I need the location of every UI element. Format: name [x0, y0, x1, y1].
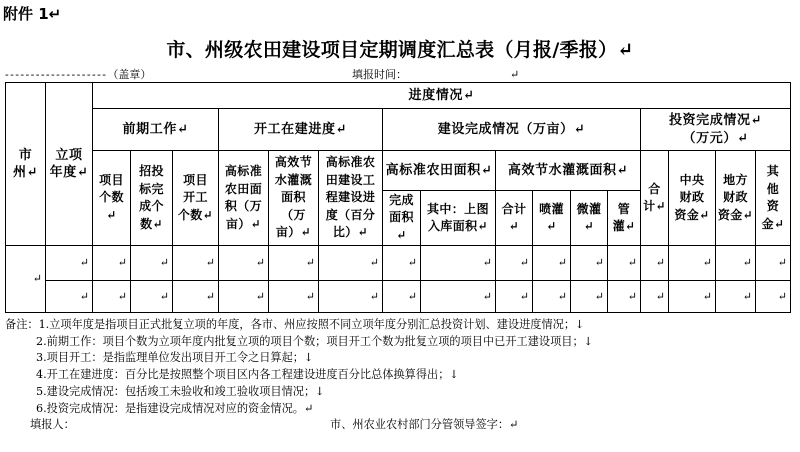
- header-project-start-count: 项目 开工 个数↵: [172, 150, 219, 246]
- data-cell[interactable]: ↵: [570, 280, 608, 313]
- note-line: 2.前期工作：项目个数为立项年度内批复立项的项目个数；项目开工个数为批复立项的项目中已开工建设项目；↓: [36, 334, 594, 348]
- data-cell[interactable]: ↵: [495, 280, 533, 313]
- header-water-saving-total: 合计↵: [495, 190, 533, 246]
- data-cell[interactable]: ↵: [715, 280, 756, 313]
- seal-blank[interactable]: --------------------: [5, 68, 108, 81]
- data-cell[interactable]: ↵: [668, 245, 716, 281]
- data-cell[interactable]: ↵: [382, 245, 421, 281]
- header-sprinkler-irrigation: 喷灌↵: [532, 190, 571, 246]
- data-cell[interactable]: ↵: [640, 245, 669, 281]
- attachment-label: 附件 1↵: [3, 5, 62, 23]
- header-progress: 进度情况↵: [92, 82, 791, 109]
- header-pipe-irrigation: 管 灌↵: [607, 190, 641, 246]
- header-high-standard-farmland-area: 高标准 农田面 积（万 亩）↵: [218, 150, 269, 246]
- fill-time-field[interactable]: ↵: [510, 68, 520, 81]
- data-cell[interactable]: ↵: [268, 245, 319, 281]
- data-cell[interactable]: ↵: [318, 245, 383, 281]
- data-cell[interactable]: ↵: [715, 245, 756, 281]
- header-completion-water-saving: 高效节水灌溉面积↵: [495, 150, 641, 191]
- data-cell[interactable]: ↵: [640, 280, 669, 313]
- seal-line: [5, 67, 151, 83]
- header-project-year: 立项 年度↵: [45, 82, 93, 246]
- note-line: 备注：1.立项年度是指项目正式批复立项的年度，各市、州应按照不同立项年度分别汇总投资计划、建设进度情况；↓: [5, 318, 585, 331]
- header-project-count: 项目 个数↵: [92, 150, 131, 246]
- notes: [5, 317, 795, 417]
- data-cell[interactable]: ↵: [172, 280, 219, 313]
- header-bidding-complete-count: 招投 标完 成个 数↵: [130, 150, 173, 246]
- data-cell[interactable]: ↵: [45, 280, 93, 313]
- data-cell[interactable]: ↵: [92, 280, 131, 313]
- data-cell[interactable]: ↵: [755, 280, 791, 313]
- header-city: 市 州↵: [5, 82, 46, 246]
- fill-time-label: 填报时间：: [352, 68, 407, 81]
- page-title: 市、州级农田建设项目定期调度汇总表（月报/季报）↵: [166, 39, 634, 61]
- signature-filler-label: 填报人：: [30, 418, 75, 431]
- data-cell[interactable]: ↵: [607, 280, 641, 313]
- header-completed-area: 完成 面积↵: [382, 190, 421, 246]
- data-cell[interactable]: ↵: [668, 280, 716, 313]
- header-completion-status: 建设完成情况（万亩）↵: [382, 108, 641, 151]
- data-cell[interactable]: ↵: [382, 280, 421, 313]
- header-other-funds: 其 他 资 金↵: [755, 150, 791, 246]
- data-cell[interactable]: ↵: [570, 245, 608, 281]
- note-line: 6.投资完成情况：是指建设完成情况对应的资金情况。↵: [36, 401, 314, 415]
- data-cell[interactable]: ↵: [218, 245, 269, 281]
- data-cell-city[interactable]: ↵: [5, 245, 46, 313]
- data-cell[interactable]: ↵: [268, 280, 319, 313]
- data-cell[interactable]: ↵: [420, 280, 496, 313]
- header-investment-completion: 投资完成情况↵ （万元）↵: [640, 108, 791, 151]
- note-line: 4.开工在建进度：百分比是按照整个项目区内各工程建设进度百分比总体换算得出；↓: [36, 368, 459, 382]
- header-completion-high-standard: 高标准农田面积↵: [382, 150, 496, 191]
- note-line: 3.项目开工：是指监理单位发出项目开工令之日算起；↓: [36, 351, 314, 365]
- header-mapped-area: 其中：上图 入库面积↵: [420, 190, 496, 246]
- data-cell[interactable]: ↵: [92, 245, 131, 281]
- header-water-saving-irrigation-area: 高效节 水灌溉 面积 （万 亩）↵: [268, 150, 319, 246]
- data-cell[interactable]: ↵: [532, 280, 571, 313]
- data-cell[interactable]: ↵: [45, 245, 93, 281]
- note-line: 5.建设完成情况：包括竣工未验收和竣工验收项目情况；↓: [36, 384, 325, 398]
- data-cell[interactable]: ↵: [607, 245, 641, 281]
- data-cell[interactable]: ↵: [495, 245, 533, 281]
- data-cell[interactable]: ↵: [130, 245, 173, 281]
- data-cell[interactable]: ↵: [218, 280, 269, 313]
- data-cell[interactable]: ↵: [420, 245, 496, 281]
- seal-label: （盖章）: [107, 68, 152, 81]
- header-investment-total: 合 计↵: [640, 150, 669, 246]
- header-micro-irrigation: 微灌↵: [570, 190, 608, 246]
- data-cell[interactable]: ↵: [318, 280, 383, 313]
- data-cell[interactable]: ↵: [532, 245, 571, 281]
- data-cell[interactable]: ↵: [755, 245, 791, 281]
- header-preliminary-work: 前期工作↵: [92, 108, 219, 151]
- data-cell[interactable]: ↵: [172, 245, 219, 281]
- data-cell[interactable]: ↵: [130, 280, 173, 313]
- header-local-funds: 地方 财政 资金↵: [715, 150, 756, 246]
- header-construction-progress: 开工在建进度↵: [218, 108, 383, 151]
- signature-leader-label: 市、州农业农村部门分管领导签字：↵: [330, 418, 519, 431]
- header-central-funds: 中央 财政 资金↵: [668, 150, 716, 246]
- header-construction-percent: 高标准农 田建设工 程建设进 度（百分 比）↵: [318, 150, 383, 246]
